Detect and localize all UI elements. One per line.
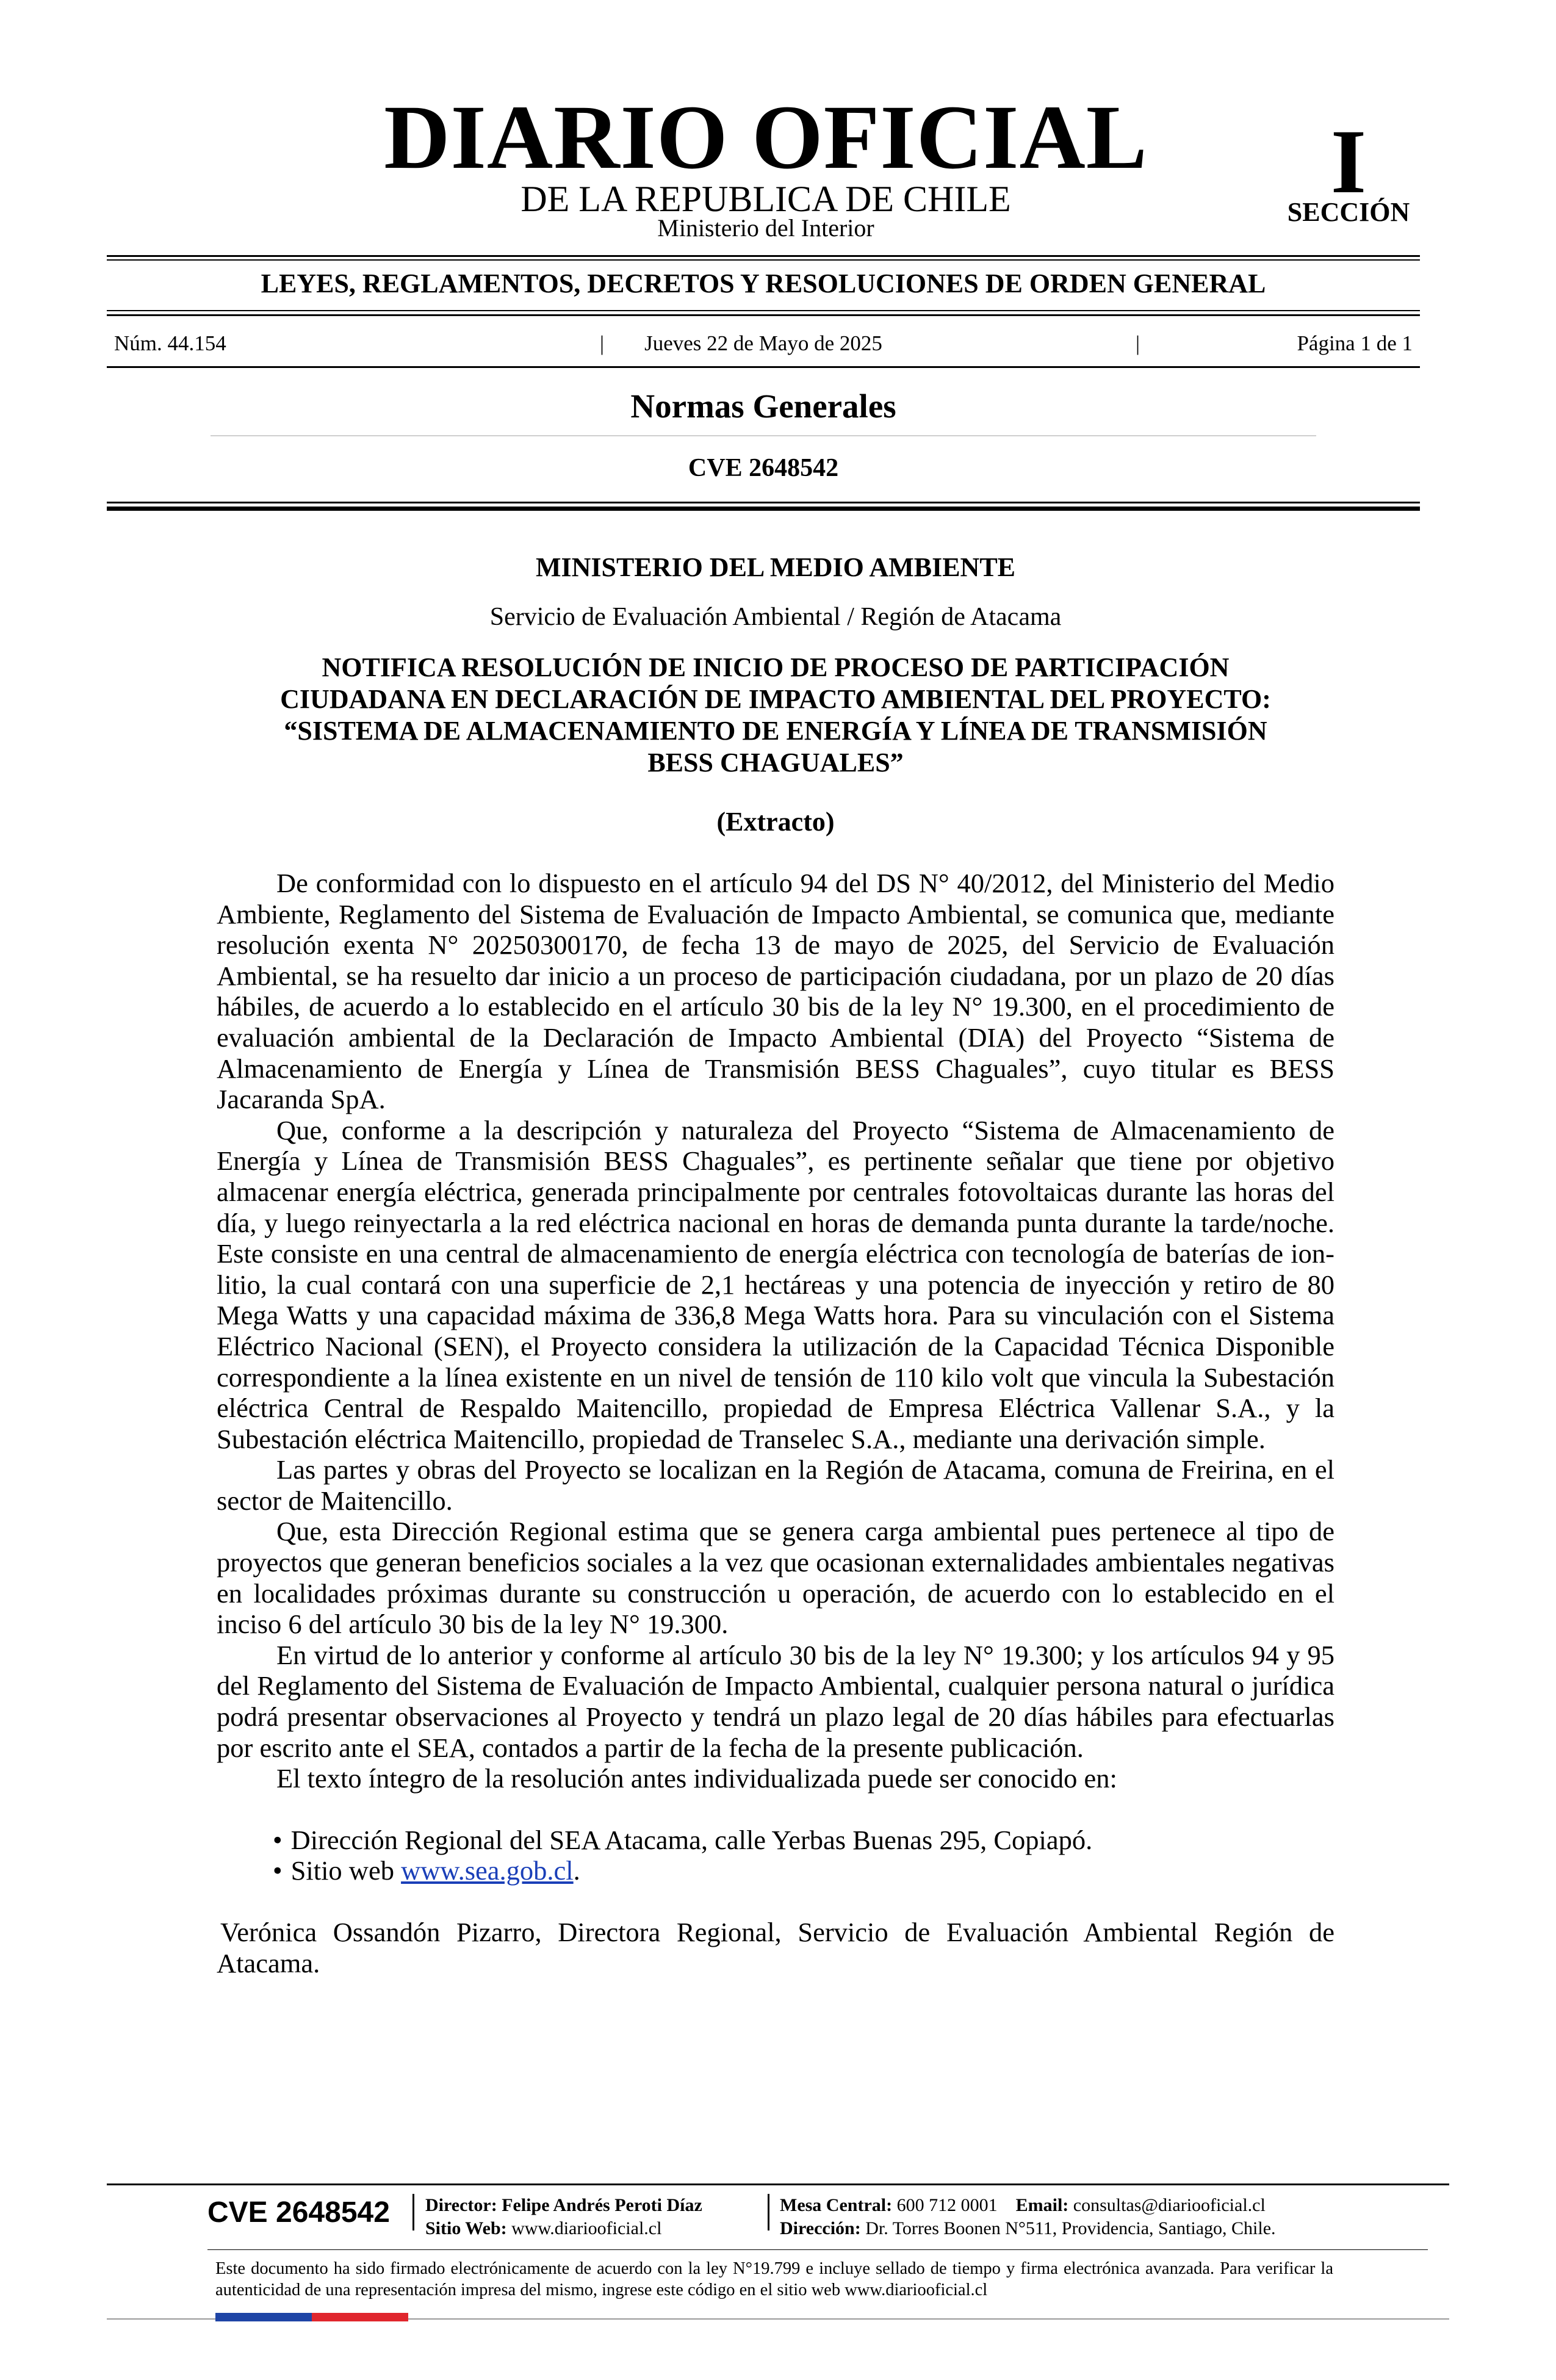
section-heading-divider <box>211 435 1316 436</box>
cve-code: CVE 2648542 <box>688 454 839 482</box>
header-divider <box>107 502 1420 503</box>
footer-divider <box>107 2183 1449 2185</box>
issue-divider <box>107 366 1420 368</box>
service-subheading: Servicio de Evaluación Ambiental / Región de Atacama <box>489 603 1062 631</box>
flag-stripe-red <box>312 2313 408 2321</box>
issue-separator: | <box>1136 331 1140 355</box>
body-paragraph: El texto íntegro de la resolución antes individualizada puede ser conocido en: <box>276 1763 1117 1794</box>
body-paragraph: De conformidad con lo dispuesto en el artículo 94 del DS N° 40/2012, del Ministerio del Medio Ambiente, Reglamento del Sistema de Evaluación de Impacto Ambiental, se comunica que, mediante resolución exenta N° 20250300170, de fecha 13 de mayo de 2025, del Servicio de Evaluación Ambiental, se ha resuelto dar inicio a un proceso de participación ciudadana, por un plazo de 20 días hábiles, de acuerdo a lo establecido en el artículo 30 bis de la ley N° 19.300, en el procedimiento de evaluación ambiental de la Declaración de Impacto Ambiental (DIA) del Proyecto “Sistema de Almacenamiento de Energía y Línea de Transmisión BESS Chaguales”, cuyo titular es BESS Jacaranda SpA. <box>217 868 1334 1115</box>
footer-address: Dr. Torres Boonen N°511, Providencia, Santiago, Chile. <box>865 2218 1276 2238</box>
document-body <box>217 868 1334 1978</box>
footer-contact-block <box>780 2194 1390 2240</box>
location-item-website <box>273 1855 1334 1886</box>
ministry-heading: MINISTERIO DEL MEDIO AMBIENTE <box>535 552 1016 582</box>
footer-website-label: Sitio Web: <box>425 2218 507 2238</box>
issue-number: Núm. 44.154 <box>114 331 226 355</box>
location-list <box>217 1825 1334 1886</box>
issue-date: Jueves 22 de Mayo de 2025 <box>644 331 882 355</box>
footer-director-block <box>425 2194 767 2240</box>
section-heading: Normas Generales <box>630 388 896 425</box>
flag-stripe-blue <box>215 2313 312 2321</box>
footer-legal-note: Este documento ha sido firmado electrónicamente de acuerdo con la ley N°19.799 e incluye sellado de tiempo y firma electrónica avanzada. Para verificar la autenticidad de una representación impresa del mismo, ingrese este código en el sitio web www.diariooficial.cl <box>215 2259 1333 2299</box>
masthead-title: DIARIO OFICIAL <box>384 87 1148 188</box>
footer-mesa-phone: 600 712 0001 <box>896 2195 998 2215</box>
location-item-office <box>273 1825 1334 1856</box>
body-paragraph: Que, esta Dirección Regional estima que se genera carga ambiental pues pertenece al tipo de proyectos que generan beneficios sociales a la vez que ocasionan externalidades ambientales negativas en localidades próximas durante su construcción u operación, de acuerdo con lo establecido en el inciso 6 del artículo 30 bis de la ley N° 19.300. <box>217 1516 1334 1640</box>
body-paragraph: Las partes y obras del Proyecto se localizan en la Región de Atacama, comuna de Freirina, en el sector de Maitencillo. <box>217 1454 1334 1516</box>
footer-separator <box>768 2194 769 2230</box>
footer-director-label: Director: <box>425 2195 497 2215</box>
section-number: I <box>1330 111 1367 212</box>
issue-separator: | <box>600 331 605 355</box>
body-paragraph: En virtud de lo anterior y conforme al artículo 30 bis de la ley N° 19.300; y los artículos 94 y 95 del Reglamento del Sistema de Evaluación de Impacto Ambiental, cualquier persona natural o jurídica podrá presentar observaciones al Proyecto y tendrá un plazo legal de 20 días hábiles para efectuarlas por escrito ante el SEA, contados a partir de la fecha de la presente publicación. <box>217 1639 1334 1763</box>
banner-divider-secondary <box>107 314 1420 316</box>
document-title-line: “SISTEMA DE ALMACENAMIENTO DE ENERGÍA Y LÍNEA DE TRANSMISIÓN <box>284 716 1267 746</box>
document-title-line: BESS CHAGUALES” <box>647 748 904 777</box>
location-web-prefix: Sitio web <box>290 1855 402 1886</box>
footer-inner-divider <box>207 2249 1428 2250</box>
masthead-ministry: Ministerio del Interior <box>657 214 874 242</box>
footer-email[interactable]: consultas@diariooficial.cl <box>1073 2195 1266 2215</box>
footer-email-label: Email: <box>1015 2195 1069 2215</box>
masthead-divider-secondary <box>107 259 1420 261</box>
footer-website[interactable]: www.diariooficial.cl <box>511 2218 662 2238</box>
body-paragraph: Que, conforme a la descripción y naturaleza del Proyecto “Sistema de Almacenamiento de Energía y Línea de Transmisión BESS Chaguales”, es pertinente señalar que tiene por objetivo almacenar energía eléctrica, generada principalmente por centrales fotovoltaicas durante las horas del día, y luego reinyectarla a la red eléctrica nacional en horas de demanda punta durante la tarde/noche. Este consiste en una central de almacenamiento de energía eléctrica con tecnología de baterías de ion-litio, la cual contará con una superficie de 2,1 hectáreas y una potencia de inyección y retiro de 80 Mega Watts y una capacidad máxima de 336,8 Mega Watts hora. Para su vinculación con el Sistema Eléctrico Nacional (SEN), el Proyecto considera la utilización de la Capacidad Técnica Disponible correspondiente a la línea existente en un nivel de tensión de 110 kilo volt que vincula la Subestación eléctrica Central de Respaldo Maitencillo, propiedad de Empresa Eléctrica Vallenar S.A., y la Subestación eléctrica Maitencillo, propiedad de Transelec S.A., mediante una derivación simple. <box>217 1114 1334 1454</box>
footer-mesa-label: Mesa Central: <box>780 2195 893 2215</box>
document-title-line: CIUDADANA EN DECLARACIÓN DE IMPACTO AMBIENTAL DEL PROYECTO: <box>280 684 1271 714</box>
header-divider-thick <box>107 507 1420 511</box>
location-web-suffix: . <box>573 1855 580 1886</box>
document-title <box>217 652 1334 779</box>
footer-cve-code: CVE 2648542 <box>207 2196 390 2229</box>
section-label: SECCIÓN <box>1287 197 1410 227</box>
banner-divider <box>107 310 1420 311</box>
section-banner: LEYES, REGLAMENTOS, DECRETOS Y RESOLUCIONES DE ORDEN GENERAL <box>261 269 1266 298</box>
issue-page: Página 1 de 1 <box>1297 331 1413 355</box>
document-title-line: NOTIFICA RESOLUCIÓN DE INICIO DE PROCESO DE PARTICIPACIÓN <box>322 652 1230 682</box>
masthead-subtitle: DE LA REPUBLICA DE CHILE <box>520 179 1011 219</box>
footer-separator <box>412 2194 414 2230</box>
location-office-text: Dirección Regional del SEA Atacama, calle Yerbas Buenas 295, Copiapó. <box>290 1824 1093 1855</box>
footer-address-label: Dirección: <box>780 2218 861 2238</box>
masthead-divider <box>107 255 1420 257</box>
signature: Verónica Ossandón Pizarro, Directora Regional, Servicio de Evaluación Ambiental Región de Atacama. <box>217 1917 1334 1978</box>
sea-website-link[interactable]: www.sea.gob.cl <box>401 1855 574 1886</box>
extract-label: (Extracto) <box>716 807 835 837</box>
footer-director-name: Felipe Andrés Peroti Díaz <box>502 2195 702 2215</box>
